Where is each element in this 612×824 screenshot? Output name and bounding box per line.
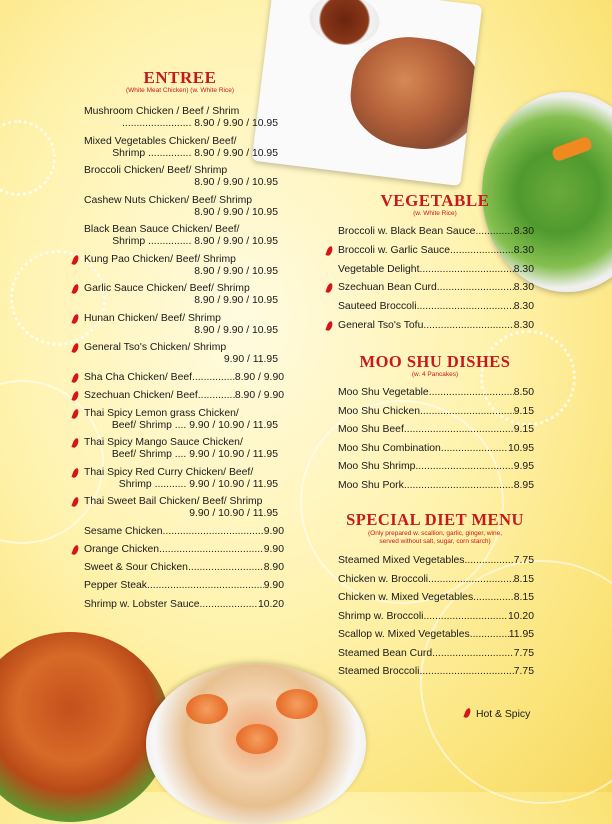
menu-item bbox=[84, 580, 284, 592]
dot-leader bbox=[420, 406, 514, 418]
menu-item-name: Hunan Chicken/ Beef/ Shrimp bbox=[84, 312, 221, 324]
menu-item-price: Beef/ Shrimp .... 9.90 / 10.90 / 11.95 bbox=[111, 419, 278, 431]
menu-item bbox=[338, 264, 534, 276]
menu-item-name: General Tso's Chicken/ Shrimp bbox=[84, 342, 227, 353]
entree-subtitle: (White Meat Chicken) (w. White Rice) bbox=[126, 87, 234, 94]
dot-leader bbox=[423, 611, 508, 623]
dot-leader bbox=[475, 226, 513, 238]
menu-item-name: Moo Shu Vegetable bbox=[338, 387, 429, 398]
dot-leader bbox=[473, 592, 514, 604]
menu-item-price: 8.30 bbox=[513, 226, 534, 237]
pepper-icon bbox=[325, 245, 333, 256]
dot-leader bbox=[404, 424, 514, 436]
menu-item-name: Steamed Broccoli bbox=[338, 666, 420, 677]
menu-item bbox=[338, 611, 534, 623]
menu-item-price: 9.90 bbox=[263, 525, 284, 537]
food-photo-chicken-sauce bbox=[252, 0, 483, 186]
entree-heading: ENTREE bbox=[143, 68, 217, 87]
menu-item bbox=[84, 224, 284, 248]
menu-item bbox=[84, 544, 284, 556]
menu-item bbox=[84, 342, 284, 366]
dot-leader bbox=[147, 580, 264, 592]
menu-item-price: 7.75 bbox=[513, 555, 534, 566]
dot-leader bbox=[417, 301, 514, 313]
menu-item-name: General Tso's Tofu bbox=[338, 319, 424, 331]
dot-leader bbox=[404, 480, 514, 492]
menu-item bbox=[338, 555, 534, 567]
menu-item-name: Thai Spicy Red Curry Chicken/ Beef/ bbox=[84, 466, 254, 478]
dot-leader bbox=[192, 372, 235, 384]
vegetable-list bbox=[338, 226, 534, 339]
menu-item-price: Shrimp ............... 8.90 / 9.90 / 10.95 bbox=[112, 236, 278, 247]
menu-item-price: 7.75 bbox=[513, 647, 534, 659]
vegetable-subtitle: (w. White Rice) bbox=[413, 210, 457, 217]
menu-item bbox=[338, 461, 534, 473]
dot-leader bbox=[423, 320, 513, 332]
menu-item bbox=[84, 599, 284, 611]
menu-item bbox=[338, 629, 534, 641]
special-diet-list bbox=[338, 555, 534, 685]
menu-item-name: Shrimp w. Lobster Sauce bbox=[84, 598, 200, 610]
menu-item-name: Steamed Bean Curd bbox=[338, 647, 433, 659]
menu-item-name: Broccoli w. Garlic Sauce bbox=[338, 244, 451, 256]
menu-item bbox=[84, 372, 284, 384]
background-dots bbox=[0, 120, 56, 196]
menu-item bbox=[338, 592, 534, 604]
special-diet-subtitle-line1: (Only prepared w. scallion, garlic, ginger, wine, bbox=[367, 530, 503, 537]
menu-item-price: 8.90 / 9.90 / 10.95 bbox=[194, 295, 278, 306]
menu-item bbox=[338, 320, 534, 332]
menu-item-price: 8.30 bbox=[513, 282, 534, 294]
menu-item-price: 9.15 bbox=[513, 424, 534, 435]
menu-item-name: Garlic Sauce Chicken/ Beef/ Shrimp bbox=[84, 283, 250, 294]
menu-item bbox=[84, 254, 284, 278]
menu-item-price: 10.20 bbox=[257, 598, 284, 610]
menu-item-price: 9.90 bbox=[263, 580, 284, 592]
menu-item bbox=[84, 437, 284, 461]
menu-item bbox=[84, 165, 284, 189]
dot-leader bbox=[441, 443, 508, 455]
menu-item-price: 8.90 / 9.90 / 10.95 bbox=[194, 265, 278, 277]
menu-item-name: Orange Chicken bbox=[84, 543, 160, 555]
menu-item-name: Shrimp w. Broccoli bbox=[338, 610, 424, 622]
menu-item-price: 10.20 bbox=[507, 610, 534, 622]
menu-item bbox=[338, 666, 534, 678]
menu-item-name: Moo Shu Pork bbox=[338, 479, 404, 491]
menu-item bbox=[338, 648, 534, 660]
menu-item-name: Vegetable Delight bbox=[338, 263, 420, 275]
dot-leader bbox=[419, 666, 513, 678]
dot-leader bbox=[428, 574, 514, 586]
menu-item-price: 9.95 bbox=[513, 461, 534, 472]
menu-item bbox=[338, 574, 534, 586]
menu-item bbox=[338, 424, 534, 436]
menu-item bbox=[338, 226, 534, 238]
menu-item-name: Broccoli Chicken/ Beef/ Shrimp bbox=[84, 165, 228, 176]
menu-item-price: 8.30 bbox=[513, 263, 534, 275]
menu-item bbox=[84, 408, 284, 432]
dot-leader bbox=[415, 461, 513, 473]
menu-item-name: Steamed Mixed Vegetables bbox=[338, 555, 465, 566]
menu-item-name: Kung Pao Chicken/ Beef/ Shrimp bbox=[84, 253, 236, 265]
menu-item-price: 9.90 / 11.95 bbox=[223, 354, 278, 365]
menu-item-price: 8.30 bbox=[513, 244, 534, 256]
menu-item bbox=[338, 387, 534, 399]
menu-item-price: 9.15 bbox=[513, 405, 534, 417]
menu-item-name: Cashew Nuts Chicken/ Beef/ Shrimp bbox=[84, 194, 253, 206]
menu-item-price: 10.95 bbox=[507, 442, 534, 454]
menu-item-name: Moo Shu Chicken bbox=[338, 405, 421, 417]
menu-item-name: Mixed Vegetables Chicken/ Beef/ bbox=[84, 135, 237, 147]
menu-item-price: Beef/ Shrimp .... 9.90 / 10.90 / 11.95 bbox=[111, 449, 278, 460]
menu-item-name: Chicken w. Broccoli bbox=[338, 573, 429, 585]
food-photo-sesame-chicken bbox=[0, 632, 170, 822]
dot-leader bbox=[163, 526, 264, 538]
moo-shu-heading: MOO SHU DISHES bbox=[359, 352, 511, 371]
menu-item-name: Szechuan Bean Curd bbox=[338, 282, 437, 294]
menu-item-name: Mushroom Chicken / Beef / Shrim bbox=[84, 106, 240, 117]
dot-leader bbox=[159, 544, 264, 556]
menu-item-name: Broccoli w. Black Bean Sauce bbox=[338, 226, 476, 237]
pepper-icon bbox=[325, 283, 333, 294]
pepper-icon bbox=[71, 342, 79, 353]
dot-leader bbox=[465, 555, 514, 567]
dot-leader bbox=[437, 282, 514, 294]
menu-item bbox=[338, 245, 534, 257]
menu-item-name: Thai Spicy Lemon grass Chicken/ bbox=[84, 407, 239, 419]
menu-item-name: Szechuan Chicken/ Beef bbox=[84, 389, 198, 401]
menu-item-name: Moo Shu Beef bbox=[338, 424, 404, 435]
menu-item-name: Sweet & Sour Chicken bbox=[84, 562, 188, 574]
menu-item-name: Thai Sweet Bail Chicken/ Beef/ Shrimp bbox=[84, 496, 263, 507]
hot-spicy-legend bbox=[465, 708, 530, 720]
dot-leader bbox=[188, 562, 264, 574]
menu-item-name: Sauteed Broccoli bbox=[338, 301, 417, 313]
dot-leader bbox=[419, 264, 513, 276]
menu-item bbox=[338, 301, 534, 313]
menu-item-name: Sha Cha Chicken/ Beef bbox=[84, 371, 193, 383]
menu-item-price: 8.90 / 9.90 bbox=[234, 389, 284, 401]
menu-item-name: Black Bean Sauce Chicken/ Beef/ bbox=[84, 224, 240, 235]
menu-item-price: 9.90 bbox=[263, 543, 284, 555]
pepper-icon bbox=[463, 707, 471, 718]
moo-shu-subtitle: (w. 4 Pancakes) bbox=[411, 371, 459, 378]
menu-item-price: ........................ 8.90 / 9.90 / 10.95 bbox=[122, 118, 278, 129]
menu-item bbox=[84, 195, 284, 219]
menu-item-name: Moo Shu Shrimp bbox=[338, 461, 416, 472]
menu-item bbox=[84, 283, 284, 307]
pepper-icon bbox=[71, 390, 79, 401]
legend-label: Hot & Spicy bbox=[476, 709, 531, 720]
menu-item-price: Shrimp ............... 8.90 / 9.90 / 10.95 bbox=[112, 147, 278, 159]
menu-item-price: 8.50 bbox=[513, 387, 534, 398]
moo-shu-list bbox=[338, 387, 534, 498]
special-diet-heading: SPECIAL DIET MENU bbox=[346, 510, 524, 529]
menu-item bbox=[84, 526, 284, 538]
menu-item-price: 8.90 / 9.90 / 10.95 bbox=[194, 177, 278, 188]
menu-item-price: 9.90 / 10.90 / 11.95 bbox=[189, 508, 278, 519]
menu-item-price: 8.90 / 9.90 / 10.95 bbox=[194, 206, 278, 218]
dot-leader bbox=[450, 245, 514, 257]
pepper-icon bbox=[325, 320, 333, 331]
menu-item-price: 7.75 bbox=[513, 666, 534, 677]
menu-item-name: Pepper Steak bbox=[84, 580, 147, 592]
menu-item-price: 8.90 / 9.90 / 10.95 bbox=[194, 324, 278, 336]
special-diet-subtitle-line2: served without salt, sugar, corn starch) bbox=[379, 538, 491, 545]
menu-item bbox=[84, 467, 284, 491]
menu-item-price: Shrimp ........... 9.90 / 10.90 / 11.95 bbox=[118, 478, 278, 490]
menu-item-name: Thai Spicy Mango Sauce Chicken/ bbox=[84, 437, 243, 448]
entree-list bbox=[84, 106, 284, 617]
dot-leader bbox=[432, 648, 514, 660]
menu-item-name: Sesame Chicken bbox=[84, 525, 163, 537]
menu-item-price: 8.90 / 9.90 bbox=[234, 371, 284, 383]
menu-item bbox=[338, 480, 534, 492]
menu-item-name: Moo Shu Combination bbox=[338, 442, 441, 454]
dot-leader bbox=[198, 390, 235, 402]
dot-leader bbox=[429, 387, 514, 399]
menu-item-price: 8.15 bbox=[513, 592, 534, 603]
menu-item bbox=[338, 406, 534, 418]
pepper-icon bbox=[71, 372, 79, 383]
menu-item-price: 8.30 bbox=[513, 319, 534, 331]
menu-item-price: 8.15 bbox=[513, 573, 534, 585]
menu-item bbox=[338, 282, 534, 294]
vegetable-heading: VEGETABLE bbox=[380, 191, 490, 210]
menu-item bbox=[84, 136, 284, 160]
pepper-icon bbox=[71, 544, 79, 555]
food-photo-shrimp-noodles bbox=[146, 664, 366, 824]
menu-item-price: 11.95 bbox=[508, 629, 534, 640]
menu-item bbox=[84, 390, 284, 402]
menu-item bbox=[84, 496, 284, 520]
menu-item-name: Chicken w. Mixed Vegetables bbox=[338, 592, 474, 603]
menu-item bbox=[84, 313, 284, 337]
menu-item bbox=[338, 443, 534, 455]
dot-leader bbox=[470, 629, 509, 641]
menu-item bbox=[84, 106, 284, 130]
menu-item-name: Scallop w. Mixed Vegetables bbox=[338, 629, 470, 640]
dot-leader bbox=[200, 599, 258, 611]
menu-item bbox=[84, 562, 284, 574]
menu-item-price: 8.90 bbox=[263, 562, 284, 574]
menu-item-price: 8.30 bbox=[513, 301, 534, 313]
menu-item-price: 8.95 bbox=[513, 479, 534, 491]
